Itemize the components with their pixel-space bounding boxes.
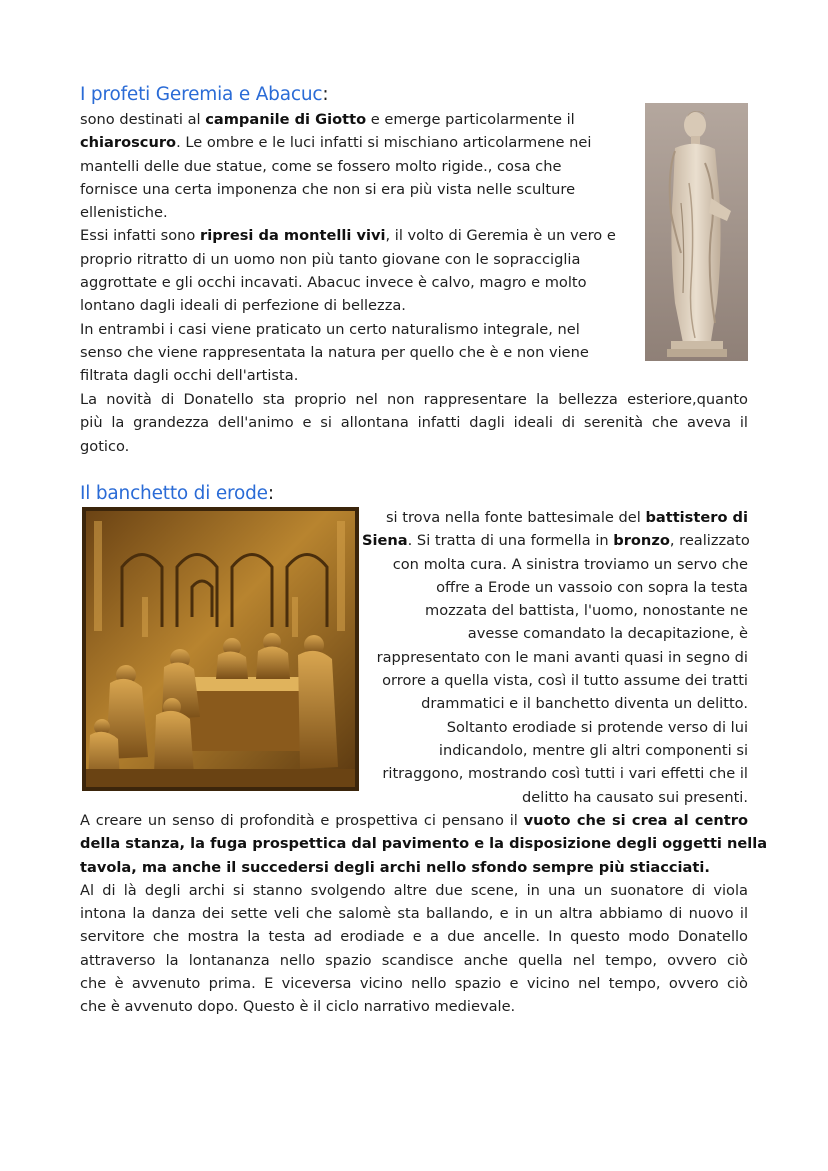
text-line xyxy=(362,669,748,692)
text-line xyxy=(80,832,768,855)
relief-photo-banchetto-erode xyxy=(82,507,359,791)
text-run: . Si tratta di una formella in xyxy=(407,532,614,550)
text-run: In entrambi i casi viene praticato un certo naturalismo integrale, nel xyxy=(80,320,580,338)
text-run: sono destinati al xyxy=(80,111,206,128)
text-run: . Le ombre e le luci infatti si mischiano articolarmene nei xyxy=(176,134,592,152)
text-line xyxy=(80,131,640,154)
section2-side-paragraph xyxy=(362,506,748,809)
text-run: servitore che mostra la testa ad erodiade e a due ancelle. In questo modo Donatello xyxy=(80,928,748,946)
bold-text: Siena xyxy=(362,532,408,550)
section-title-banchetto: Il banchetto di erode: xyxy=(80,483,274,504)
bold-text: battistero di xyxy=(645,509,748,526)
text-run: proprio ritratto di un uomo non più tanto giovane con le sopracciglia xyxy=(80,250,581,268)
text-line xyxy=(80,178,640,201)
text-line xyxy=(362,576,748,599)
text-run: drammatici e il banchetto diventa un delitto. xyxy=(421,695,748,713)
text-run: attraverso la lontananza nello spazio scandisce anche quella nel tempo, ovvero ciò xyxy=(80,951,748,969)
text-run: intona la danza dei sette veli che salomè sta ballando, e in un altra abbiamo di nuovo il xyxy=(80,905,748,923)
text-line xyxy=(80,925,748,948)
text-line xyxy=(362,786,748,809)
text-line xyxy=(362,622,748,645)
text-run: offre a Erode un vassoio con sopra la testa xyxy=(436,578,748,596)
text-run: A creare un senso di profondità e prospettiva ci pensano il xyxy=(80,812,524,829)
text-run: ritraggono, mostrando così tutti i vari effetti che il xyxy=(382,765,748,783)
text-run: si trova nella fonte battesimale del xyxy=(385,509,646,526)
text-run: , realizzato xyxy=(669,532,750,550)
section1-wide-paragraph xyxy=(80,388,748,458)
text-run: fornisce una certa imponenza che non si era più vista nelle sculture xyxy=(80,180,576,198)
text-line xyxy=(80,364,640,387)
text-line xyxy=(80,108,640,131)
text-line xyxy=(80,271,640,294)
text-line xyxy=(80,411,748,434)
text-line xyxy=(362,506,748,529)
text-run: più la grandezza dell'animo e si allontana infatti dagli ideali di serenità che aveva il xyxy=(80,414,748,432)
text-line xyxy=(362,692,748,715)
text-line xyxy=(80,995,748,1018)
text-run: avesse comandato la decapitazione, è xyxy=(467,625,748,643)
bold-text: ripresi da montelli vivi xyxy=(200,227,386,245)
text-line xyxy=(80,856,748,879)
text-run: aggrottate e gli occhi incavati. Abacuc invece è calvo, magro e molto xyxy=(80,274,587,292)
text-line xyxy=(362,553,748,576)
text-line xyxy=(80,435,748,458)
bold-text: chiaroscuro xyxy=(80,134,177,152)
statue-photo-geremia xyxy=(645,103,748,361)
text-line xyxy=(80,294,640,317)
text-line xyxy=(80,809,748,832)
text-run: indicandolo, mentre gli altri componenti si xyxy=(438,741,748,759)
text-run: Soltanto erodiade si protende verso di lui xyxy=(446,718,748,736)
text-line xyxy=(362,599,748,622)
text-line xyxy=(80,201,640,224)
text-run: mantelli delle due statue, come se fossero molto rigide., cosa che xyxy=(80,157,562,175)
text-run: , il volto di Geremia è un vero e xyxy=(385,227,616,245)
text-line xyxy=(362,762,748,785)
text-run: lontano dagli ideali di perfezione di bellezza. xyxy=(80,297,406,315)
text-line xyxy=(80,388,748,411)
text-run: che è avvenuto prima. E viceversa vicino nello spazio e vicino nel tempo, ovvero ciò xyxy=(80,975,748,993)
text-run: orrore a quella vista, così il tutto assume dei tratti xyxy=(382,672,748,690)
bold-text: vuoto che si crea al centro xyxy=(523,812,749,829)
text-run: ellenistiche. xyxy=(80,204,168,222)
section2-wide-paragraph xyxy=(80,809,768,1019)
bold-text: campanile di Giotto xyxy=(205,111,367,128)
text-line xyxy=(80,949,748,972)
text-line xyxy=(362,739,748,762)
text-line xyxy=(80,248,640,271)
text-run: che è avvenuto dopo. Questo è il ciclo narrativo medievale. xyxy=(80,998,516,1016)
bold-text: tavola, ma anche il succedersi degli archi nello sfondo sempre più stiacciati. xyxy=(80,858,710,876)
text-line xyxy=(80,902,748,925)
text-line xyxy=(362,529,748,552)
text-run: Essi infatti sono xyxy=(80,227,200,245)
text-line xyxy=(362,646,748,669)
text-run: La novità di Donatello sta proprio nel non rappresentare la bellezza esteriore,quanto xyxy=(80,391,748,408)
text-line xyxy=(80,224,640,247)
text-line xyxy=(362,716,748,739)
text-run: con molta cura. A sinistra troviamo un servo che xyxy=(392,555,748,573)
text-run: Al di là degli archi si stanno svolgendo altre due scene, in una un suonatore di viola xyxy=(80,881,748,899)
bold-text: bronzo xyxy=(613,532,670,550)
section1-paragraph xyxy=(80,108,640,388)
text-run: filtrata dagli occhi dell'artista. xyxy=(80,367,299,385)
text-run: mozzata del battista, l'uomo, nonostante ne xyxy=(424,602,748,620)
text-line xyxy=(80,879,748,902)
text-line xyxy=(80,341,640,364)
text-run: rappresentato con le mani avanti quasi in segno di xyxy=(376,648,748,666)
text-line xyxy=(80,318,640,341)
text-run: senso che viene rappresentata la natura per quello che è e non viene xyxy=(80,343,589,361)
text-run: e emerge particolarmente il xyxy=(366,111,575,128)
section-title-profeti: I profeti Geremia e Abacuc: xyxy=(80,84,329,105)
text-line xyxy=(80,155,640,178)
bold-text: della stanza, la fuga prospettica dal pavimento e la disposizione degli oggetti nella xyxy=(80,835,768,853)
text-line xyxy=(80,972,748,995)
text-run: delitto ha causato sui presenti. xyxy=(522,788,748,806)
text-run: gotico. xyxy=(80,437,130,455)
